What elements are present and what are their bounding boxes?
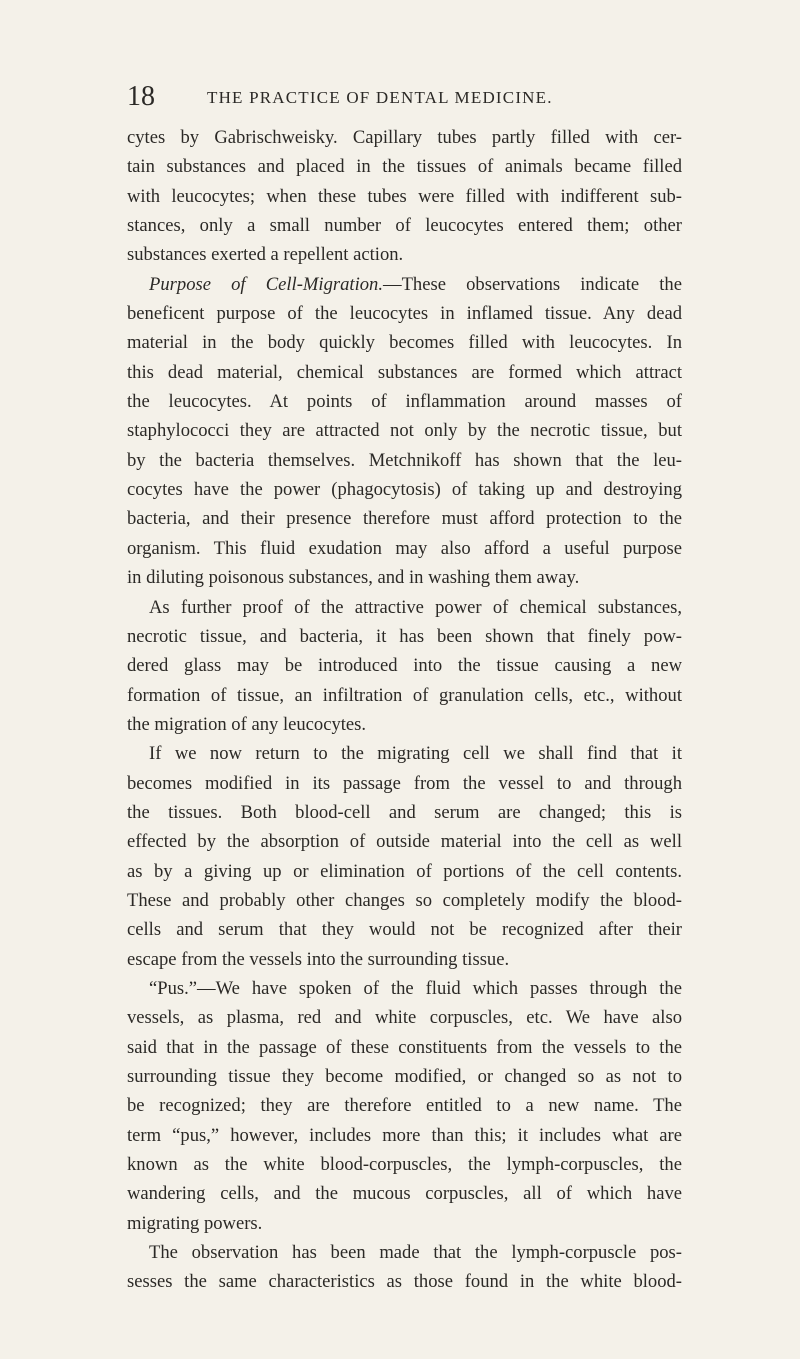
text-line bbox=[127, 182, 682, 211]
text-line bbox=[127, 974, 682, 1003]
text-line bbox=[127, 1091, 682, 1120]
line-text: wandering cells, and the mucous corpuscles, all of which have bbox=[127, 1183, 682, 1205]
line-text: term “pus,” however, includes more than this; it includes what are bbox=[127, 1124, 682, 1146]
line-text: becomes modified in its passage from the vessel to and through bbox=[127, 772, 682, 794]
text-line bbox=[127, 1267, 682, 1296]
line-text: beneficent purpose of the leucocytes in inflamed tissue. Any dead bbox=[127, 303, 682, 325]
text-line bbox=[127, 1033, 682, 1062]
line-text: cocytes have the power (phagocytosis) of taking up and destroying bbox=[127, 479, 682, 501]
text-line bbox=[127, 475, 682, 504]
line-text: surrounding tissue they become modified, or changed so as not to bbox=[127, 1066, 682, 1087]
text-line bbox=[127, 358, 682, 387]
text-line bbox=[127, 240, 682, 269]
text-line bbox=[127, 534, 682, 563]
text-line bbox=[127, 915, 682, 944]
text-line bbox=[127, 1121, 682, 1150]
text-line bbox=[127, 563, 682, 592]
line-text: cells and serum that they would not be recognized after their bbox=[127, 919, 682, 941]
text-line bbox=[127, 622, 682, 651]
line-text: this dead material, chemical substances are formed which attract bbox=[127, 361, 682, 383]
line-text: the leucocytes. At points of inflammation around masses of bbox=[127, 391, 682, 413]
line-text: effected by the absorption of outside material into the cell as well bbox=[127, 831, 682, 853]
line-text: cytes by Gabrischweisky. Capillary tubes partly filled with cer- bbox=[127, 127, 682, 148]
line-text: “Pus.”—We have spoken of the fluid which passes through the bbox=[149, 977, 682, 999]
line-text: the tissues. Both blood-cell and serum are changed; this is bbox=[127, 801, 682, 823]
line-text: staphylococci they are attracted not only by the necrotic tissue, but bbox=[127, 420, 682, 442]
text-line bbox=[127, 328, 682, 357]
text-line bbox=[127, 152, 682, 181]
line-text: known as the white blood-corpuscles, the lymph-corpuscles, the bbox=[127, 1154, 682, 1176]
line-text: These and probably other changes so completely modify the blood- bbox=[127, 889, 682, 911]
text-line bbox=[127, 710, 682, 739]
text-line bbox=[127, 651, 682, 680]
text-line bbox=[127, 1062, 682, 1091]
page-number: 18 bbox=[127, 81, 155, 112]
line-text: dered glass may be introduced into the tissue causing a new bbox=[127, 655, 682, 677]
body-text bbox=[127, 123, 682, 1297]
text-line bbox=[127, 504, 682, 533]
text-line bbox=[127, 1150, 682, 1179]
line-text: be recognized; they are therefore entitled to a new name. The bbox=[127, 1095, 682, 1117]
text-line bbox=[127, 827, 682, 856]
line-text: material in the body quickly becomes filled with leucocytes. In bbox=[127, 332, 682, 354]
line-text: migrating powers. bbox=[127, 1212, 263, 1234]
text-line bbox=[127, 945, 682, 974]
text-line bbox=[127, 593, 682, 622]
section-heading: Purpose of Cell-Migration. bbox=[149, 273, 383, 295]
text-line bbox=[127, 1179, 682, 1208]
text-line bbox=[127, 1209, 682, 1238]
line-text: sesses the same characteristics as those found in the white blood- bbox=[127, 1271, 682, 1293]
line-text: organism. This fluid exudation may also afford a useful purpose bbox=[127, 537, 682, 559]
text-line bbox=[127, 798, 682, 827]
line-text: with leucocytes; when these tubes were filled with indifferent sub- bbox=[127, 185, 682, 207]
line-text: formation of tissue, an infiltration of granulation cells, etc., without bbox=[127, 684, 682, 706]
line-text: by the bacteria themselves. Metchnikoff has shown that the leu- bbox=[127, 449, 682, 471]
line-text: As further proof of the attractive power of chemical substances, bbox=[149, 596, 682, 618]
line-text: substances exerted a repellent action. bbox=[127, 244, 404, 266]
line-text: bacteria, and their presence therefore must afford protection to the bbox=[127, 508, 682, 530]
text-line bbox=[127, 446, 682, 475]
text-line bbox=[127, 857, 682, 886]
text-line bbox=[127, 123, 682, 152]
page-header bbox=[127, 80, 687, 116]
line-text: tain substances and placed in the tissues of animals became filled bbox=[127, 156, 682, 178]
text-line bbox=[127, 270, 682, 299]
text-line bbox=[127, 1238, 682, 1267]
line-text: escape from the vessels into the surrounding tissue. bbox=[127, 948, 510, 970]
line-text: in diluting poisonous substances, and in washing them away. bbox=[127, 567, 580, 589]
text-line bbox=[127, 387, 682, 416]
line-text: The observation has been made that the lymph-corpuscle pos- bbox=[149, 1242, 682, 1264]
text-line bbox=[127, 1003, 682, 1032]
running-head: THE PRACTICE OF DENTAL MEDICINE. bbox=[207, 88, 553, 107]
line-text: said that in the passage of these constituents from the vessels to the bbox=[127, 1036, 682, 1058]
text-line bbox=[127, 211, 682, 240]
text-line bbox=[127, 299, 682, 328]
line-text: as by a giving up or elimination of portions of the cell contents. bbox=[127, 860, 682, 882]
line-text: If we now return to the migrating cell we shall find that it bbox=[149, 743, 682, 765]
line-text: —These observations indicate the bbox=[382, 273, 682, 295]
text-line bbox=[127, 886, 682, 915]
line-text: vessels, as plasma, red and white corpuscles, etc. We have also bbox=[127, 1007, 682, 1029]
text-line bbox=[127, 769, 682, 798]
line-text: necrotic tissue, and bacteria, it has been shown that finely pow- bbox=[127, 625, 682, 647]
line-text: stances, only a small number of leucocytes entered them; other bbox=[127, 215, 682, 237]
text-line bbox=[127, 681, 682, 710]
text-line bbox=[127, 739, 682, 768]
line-text: the migration of any leucocytes. bbox=[127, 713, 367, 735]
text-line bbox=[127, 416, 682, 445]
